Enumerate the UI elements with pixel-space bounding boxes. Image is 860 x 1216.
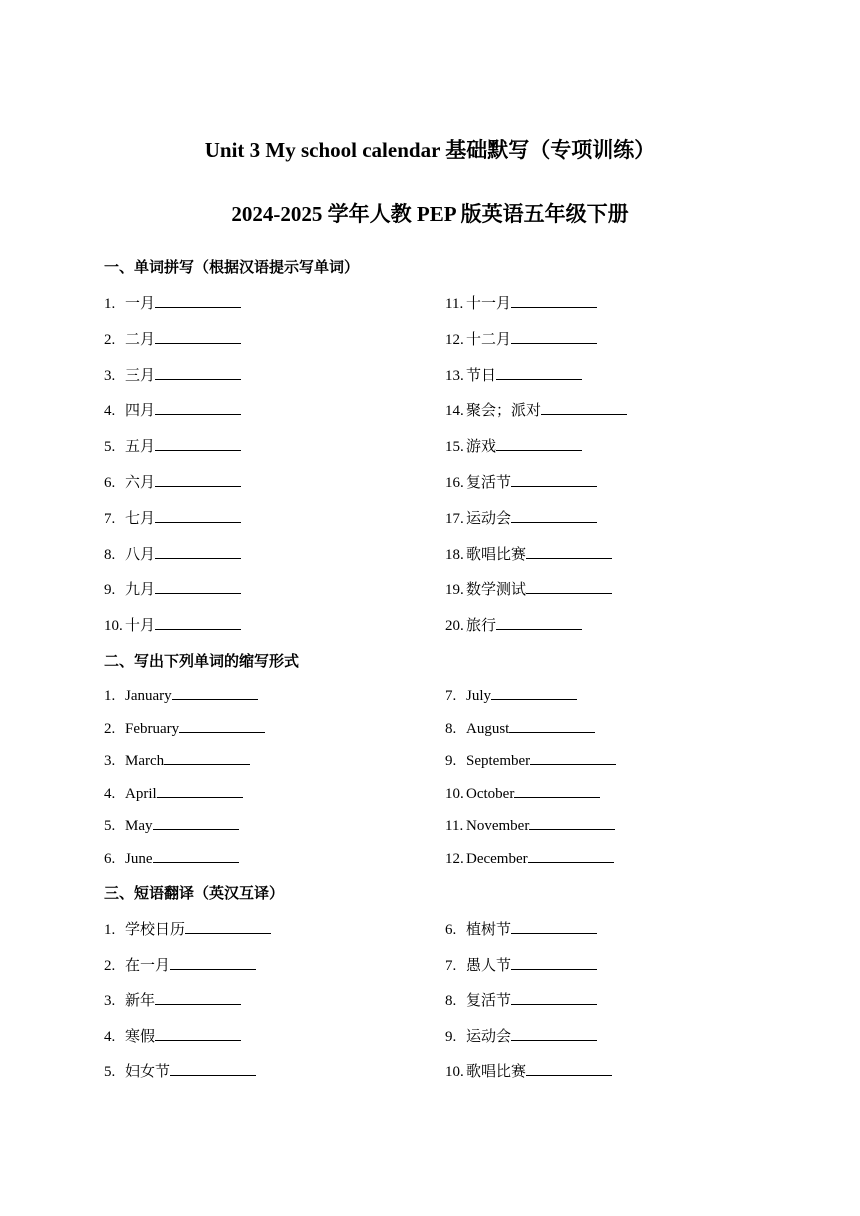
answer-blank[interactable] xyxy=(528,848,614,863)
question-item xyxy=(445,579,612,599)
item-number: 9. xyxy=(104,582,116,599)
item-prompt: 游戏 xyxy=(466,437,497,456)
answer-blank[interactable] xyxy=(155,1026,241,1041)
item-number: 5. xyxy=(104,439,116,456)
item-number: 12. xyxy=(445,851,464,867)
question-item xyxy=(104,615,241,635)
item-prompt: 八月 xyxy=(125,544,156,563)
answer-blank[interactable] xyxy=(155,615,241,630)
answer-blank[interactable] xyxy=(155,293,241,308)
answer-blank[interactable] xyxy=(164,750,250,765)
answer-blank[interactable] xyxy=(526,544,612,559)
document-title: Unit 3 My school calendar 基础默写（专项训练） xyxy=(204,138,656,162)
question-item xyxy=(445,990,597,1010)
document-subtitle: 2024-2025 学年人教 PEP 版英语五年级下册 xyxy=(231,202,629,226)
question-item xyxy=(445,544,612,564)
answer-blank[interactable] xyxy=(511,472,597,487)
answer-blank[interactable] xyxy=(541,400,627,415)
answer-blank[interactable] xyxy=(155,544,241,559)
question-item xyxy=(104,329,241,349)
answer-blank[interactable] xyxy=(155,436,241,451)
question-item xyxy=(104,579,241,599)
question-item xyxy=(445,436,582,456)
item-prompt: 六月 xyxy=(125,473,156,491)
item-number: 20. xyxy=(445,618,464,635)
item-number: 10. xyxy=(445,785,464,802)
item-prompt: 复活节 xyxy=(466,473,512,491)
item-number: 6. xyxy=(104,851,116,867)
answer-blank[interactable] xyxy=(529,815,615,830)
item-prompt: March xyxy=(125,753,165,770)
item-prompt: 新年 xyxy=(125,991,156,1009)
item-prompt: 歌唱比赛 xyxy=(466,544,527,563)
item-prompt: 五月 xyxy=(125,437,156,456)
question-item xyxy=(104,1026,241,1046)
question-item xyxy=(445,685,577,705)
item-number: 12. xyxy=(445,331,464,348)
question-item xyxy=(445,783,600,803)
question-item xyxy=(104,783,243,803)
item-prompt: December xyxy=(466,851,528,867)
answer-blank[interactable] xyxy=(157,783,243,798)
item-prompt: 妇女节 xyxy=(125,1062,171,1080)
question-item xyxy=(445,718,595,738)
question-item xyxy=(445,848,614,868)
item-prompt: 十一月 xyxy=(466,294,512,312)
question-item xyxy=(104,1061,256,1081)
item-prompt: 十月 xyxy=(125,616,156,635)
answer-blank[interactable] xyxy=(530,750,616,765)
question-item xyxy=(445,955,597,975)
item-prompt: 聚会；派对 xyxy=(466,401,542,420)
item-number: 1. xyxy=(104,922,116,938)
item-prompt: 数学测试 xyxy=(466,580,527,599)
item-prompt: 愚人节 xyxy=(466,955,512,974)
question-item xyxy=(104,685,258,705)
answer-blank[interactable] xyxy=(496,615,582,630)
item-number: 8. xyxy=(104,546,116,563)
item-number: 8. xyxy=(445,720,457,737)
item-prompt: February xyxy=(125,720,180,737)
question-item xyxy=(445,365,582,385)
item-number: 5. xyxy=(104,1064,116,1080)
item-prompt: August xyxy=(466,720,510,737)
item-prompt: 二月 xyxy=(125,329,156,348)
item-prompt: 歌唱比赛 xyxy=(466,1062,527,1080)
question-item xyxy=(104,365,241,385)
item-number: 1. xyxy=(104,688,116,704)
question-item xyxy=(104,400,241,420)
item-number: 5. xyxy=(104,818,116,835)
question-item xyxy=(104,919,271,939)
item-number: 10. xyxy=(104,618,123,635)
item-number: 2. xyxy=(104,720,116,737)
item-number: 1. xyxy=(104,296,116,312)
question-item xyxy=(104,472,241,492)
answer-blank[interactable] xyxy=(185,919,271,934)
answer-blank[interactable] xyxy=(170,955,256,970)
item-number: 8. xyxy=(445,993,457,1009)
answer-blank[interactable] xyxy=(511,329,597,344)
item-number: 2. xyxy=(104,331,116,348)
question-item xyxy=(445,400,627,420)
answer-blank[interactable] xyxy=(526,579,612,594)
answer-blank[interactable] xyxy=(526,1061,612,1076)
section-1-heading: 一、单词拼写（根据汉语提示写单词） xyxy=(104,258,360,276)
item-prompt: 复活节 xyxy=(466,991,512,1009)
question-item xyxy=(445,750,616,770)
answer-blank[interactable] xyxy=(511,955,597,970)
answer-blank[interactable] xyxy=(491,685,577,700)
item-number: 19. xyxy=(445,582,464,599)
answer-blank[interactable] xyxy=(155,329,241,344)
item-number: 11. xyxy=(445,296,464,312)
answer-blank[interactable] xyxy=(511,293,597,308)
item-number: 6. xyxy=(445,922,457,938)
item-prompt: 九月 xyxy=(125,580,156,599)
question-item xyxy=(104,436,241,456)
answer-blank[interactable] xyxy=(155,579,241,594)
section-3-heading: 三、短语翻译（英汉互译） xyxy=(104,884,285,902)
item-prompt: October xyxy=(466,785,515,802)
answer-blank[interactable] xyxy=(511,990,597,1005)
question-item xyxy=(445,508,597,528)
question-item xyxy=(445,615,582,635)
question-item xyxy=(445,815,615,835)
question-item xyxy=(104,990,241,1010)
item-number: 4. xyxy=(104,785,116,802)
item-prompt: 一月 xyxy=(125,294,156,312)
item-prompt: 学校日历 xyxy=(125,920,186,938)
item-number: 7. xyxy=(445,688,457,704)
question-item xyxy=(445,1026,597,1046)
answer-blank[interactable] xyxy=(155,365,241,380)
item-number: 13. xyxy=(445,367,464,384)
answer-blank[interactable] xyxy=(170,1061,256,1076)
answer-blank[interactable] xyxy=(172,685,258,700)
item-number: 7. xyxy=(104,510,116,527)
item-prompt: April xyxy=(125,785,157,802)
item-prompt: 运动会 xyxy=(466,1026,512,1045)
answer-blank[interactable] xyxy=(179,718,265,733)
item-prompt: January xyxy=(125,688,172,704)
question-item xyxy=(104,293,241,313)
answer-blank[interactable] xyxy=(155,400,241,415)
item-prompt: June xyxy=(125,851,153,867)
item-prompt: 在一月 xyxy=(125,955,171,974)
answer-blank[interactable] xyxy=(511,919,597,934)
question-item xyxy=(445,1061,612,1081)
item-number: 15. xyxy=(445,439,464,456)
question-item xyxy=(104,815,239,835)
item-prompt: 三月 xyxy=(125,365,156,384)
answer-blank[interactable] xyxy=(509,718,595,733)
item-number: 3. xyxy=(104,367,116,384)
item-number: 18. xyxy=(445,546,464,563)
item-number: 14. xyxy=(445,403,464,420)
item-number: 16. xyxy=(445,475,464,491)
item-prompt: July xyxy=(466,688,492,704)
item-number: 17. xyxy=(445,510,464,527)
question-item xyxy=(445,329,597,349)
question-item xyxy=(104,508,241,528)
answer-blank[interactable] xyxy=(514,783,600,798)
item-number: 3. xyxy=(104,993,116,1009)
item-prompt: 植树节 xyxy=(466,920,512,938)
item-number: 7. xyxy=(445,957,457,974)
question-item xyxy=(445,919,597,939)
question-item xyxy=(104,544,241,564)
answer-blank[interactable] xyxy=(153,815,239,830)
question-item xyxy=(104,718,265,738)
item-prompt: 节日 xyxy=(466,365,497,384)
answer-blank[interactable] xyxy=(496,365,582,380)
item-number: 2. xyxy=(104,957,116,974)
answer-blank[interactable] xyxy=(155,508,241,523)
item-prompt: 四月 xyxy=(125,401,156,420)
item-number: 9. xyxy=(445,1028,457,1045)
item-number: 10. xyxy=(445,1064,464,1080)
item-prompt: 旅行 xyxy=(466,616,497,635)
question-item xyxy=(104,955,256,975)
question-item xyxy=(104,848,239,868)
answer-blank[interactable] xyxy=(155,472,241,487)
answer-blank[interactable] xyxy=(155,990,241,1005)
question-item xyxy=(445,472,597,492)
item-number: 11. xyxy=(445,818,464,835)
item-prompt: November xyxy=(466,818,530,835)
item-number: 4. xyxy=(104,403,116,420)
question-item xyxy=(104,750,250,770)
item-prompt: 寒假 xyxy=(125,1026,156,1045)
answer-blank[interactable] xyxy=(496,436,582,451)
item-prompt: 十二月 xyxy=(466,329,512,348)
answer-blank[interactable] xyxy=(153,848,239,863)
item-number: 6. xyxy=(104,475,116,491)
section-2-heading: 二、写出下列单词的缩写形式 xyxy=(104,652,300,670)
item-prompt: May xyxy=(125,818,153,835)
item-number: 4. xyxy=(104,1028,116,1045)
answer-blank[interactable] xyxy=(511,508,597,523)
question-item xyxy=(445,293,597,313)
item-prompt: 七月 xyxy=(125,508,156,527)
item-prompt: 运动会 xyxy=(466,508,512,527)
item-number: 9. xyxy=(445,753,457,770)
answer-blank[interactable] xyxy=(511,1026,597,1041)
item-prompt: September xyxy=(466,753,531,770)
item-number: 3. xyxy=(104,753,116,770)
